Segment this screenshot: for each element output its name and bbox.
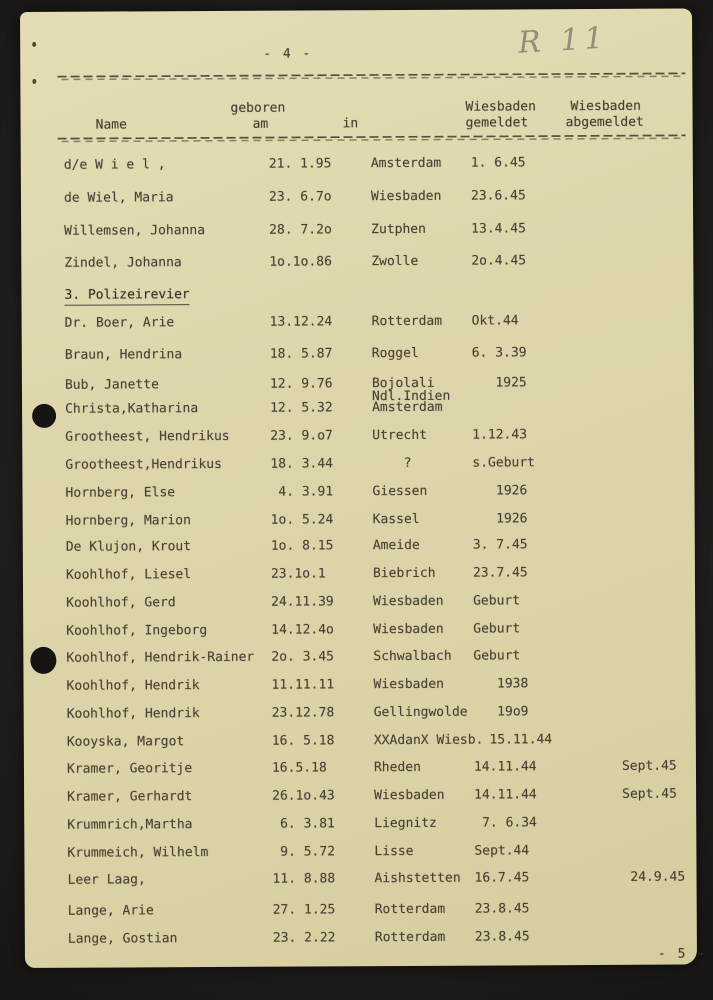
cell-name: Kramer, Gerhardt [67, 789, 193, 805]
table-row [22, 428, 694, 458]
cell-gemeldet: Geburt [473, 593, 521, 609]
cell-in: ? [372, 455, 412, 472]
column-header-born-line1: geboren [230, 100, 286, 116]
cell-abgemeldet: Sept.45 [621, 758, 677, 774]
cell-gemeldet: Geburt [473, 621, 521, 637]
cell-in: Wiesbaden [373, 621, 444, 638]
cell-in: Bojolali Ndl.Indien [371, 375, 451, 404]
cell-in: Schwalbach [373, 648, 452, 665]
table-row [21, 254, 693, 284]
table-row [22, 400, 694, 430]
cell-gemeldet: Okt.44 [471, 313, 519, 329]
cell-in: Lisse [374, 843, 414, 860]
cell-gemeldet: 23.6.45 [470, 188, 526, 204]
column-header-abgemeldet-line1: Wiesbaden [570, 98, 641, 115]
cell-in: Giessen [372, 483, 428, 500]
cell-in: Rotterdam [374, 929, 446, 946]
cell-in: Aishstetten [374, 870, 461, 887]
table-row [22, 456, 694, 486]
cell-name: Kooyska, Margot [66, 734, 185, 750]
cell-gemeldet: 19o9 [473, 704, 529, 720]
cell-born: 23. 6.7o [268, 189, 332, 205]
cell-name: Willemsen, Johanna [64, 223, 206, 239]
cell-in: Ameide [372, 537, 420, 554]
table-row [21, 156, 693, 186]
column-header-gemeldet-line1: Wiesbaden [465, 99, 536, 115]
cell-born: 23. 9.o7 [270, 428, 333, 444]
cell-gemeldet: 15.11.44 [473, 732, 553, 748]
cell-name: Hornberg, Else [65, 485, 176, 501]
cell-born: 16.5.18 [271, 760, 327, 776]
column-header-place: in [342, 116, 359, 132]
cell-in: Amsterdam [370, 155, 442, 172]
table-body [20, 8, 697, 968]
cell-born: 27. 1.25 [272, 902, 336, 918]
cell-abgemeldet: Sept.45 [622, 786, 677, 802]
cell-gemeldet: 16.7.45 [474, 870, 530, 886]
cell-name: de Wiel, Maria [63, 190, 174, 206]
cell-gemeldet: 23.7.45 [472, 565, 528, 581]
paper-sheet [20, 8, 708, 968]
cell-gemeldet: 1926 [472, 483, 528, 499]
cell-gemeldet: 1926 [472, 511, 528, 527]
cell-in: Biebrich [372, 565, 436, 582]
cell-born: 2o. 3.45 [271, 649, 335, 665]
cell-in: Wiesbaden [373, 676, 445, 693]
cell-name: Dr. Boer, Arie [64, 315, 175, 331]
cell-name: Krummrich,Martha [67, 817, 193, 833]
table-row [23, 622, 695, 652]
cell-in: Zutphen [371, 221, 426, 238]
table-row [22, 484, 694, 514]
table-row [25, 871, 697, 901]
table-row [24, 705, 696, 735]
handwritten-mark: R 11 [517, 20, 610, 61]
cell-in: Wiesbaden [374, 787, 445, 804]
cell-in: Rheden [373, 759, 421, 776]
cell-name: d/e W i e l , [63, 157, 166, 173]
cell-born: 18. 5.87 [269, 346, 333, 362]
cell-name: Koohlhof, Hendrik [66, 678, 200, 694]
cell-born: 6. 3.81 [272, 816, 335, 832]
cell-born: 23. 2.22 [272, 930, 336, 946]
cell-gemeldet: 1925 [471, 375, 527, 391]
cell-born: 24.11.39 [271, 594, 334, 610]
cell-name: Kramer, Georitje [66, 761, 193, 777]
table-row [24, 844, 696, 874]
cell-name: Grootheest, Hendrikus [65, 428, 230, 445]
cell-abgemeldet: 24.9.45 [622, 869, 686, 885]
cell-in: Roggel [371, 345, 419, 362]
cell-name: Koohlhof, Gerd [66, 595, 176, 611]
cell-in: Amsterdam [372, 399, 443, 416]
cell-name: Lange, Arie [67, 903, 154, 919]
column-header-abgemeldet-line2: abgemeldet [565, 114, 644, 131]
cell-gemeldet: 14.11.44 [474, 787, 537, 803]
table-row [23, 512, 695, 542]
cell-name: Koohlhof, Ingeborg [66, 623, 208, 639]
cell-name: Koohlhof, Hendrik-Rainer [66, 649, 255, 666]
table-row [24, 677, 696, 707]
cell-born: 12. 9.76 [269, 376, 333, 392]
table-row [21, 189, 693, 219]
page-number-top: - 4 - [263, 46, 313, 62]
cell-in: Zwolle [371, 253, 419, 270]
cell-name: Koohlhof, Liesel [65, 567, 192, 583]
cell-name: Braun, Hendrina [64, 347, 183, 363]
cell-born: 18. 3.44 [270, 456, 334, 472]
table-row [23, 566, 695, 596]
cell-in: XXAdanX Wiesb. [373, 732, 484, 749]
page-number-bottom: - 5 - [657, 946, 708, 962]
cell-born: 28. 7.2o [269, 222, 332, 238]
cell-in: Rotterdam [374, 901, 446, 918]
cell-gemeldet: 23.8.45 [474, 901, 530, 917]
cell-gemeldet: 7. 6.34 [474, 815, 537, 831]
cell-born: 11. 8.88 [272, 871, 336, 887]
cell-gemeldet: 1938 [473, 676, 529, 692]
cell-in: Utrecht [372, 427, 428, 444]
cell-born: 21. 1.95 [268, 156, 332, 172]
table-row [24, 760, 696, 790]
cell-born: 16. 5.18 [271, 733, 335, 749]
column-header-gemeldet-line2: gemeldet [465, 115, 529, 131]
table-row [24, 816, 696, 846]
table-row [23, 649, 695, 679]
table-row [25, 930, 697, 960]
column-header-born-line2: am [252, 116, 269, 132]
cell-gemeldet: s.Geburt [472, 455, 536, 471]
table-row [25, 902, 697, 932]
cell-name: Krummeich, Wilhelm [67, 845, 209, 861]
cell-in: Liegnitz [374, 815, 437, 832]
cell-born: 1o.1o.86 [269, 254, 332, 270]
table-row [24, 788, 696, 818]
cell-gemeldet: 13.4.45 [471, 221, 526, 237]
cell-in: Wiesbaden [370, 188, 442, 205]
cell-born: 13.12.24 [269, 314, 333, 330]
cell-name: De Klujon, Krout [65, 539, 192, 555]
cell-name: Lange, Gostian [67, 931, 178, 947]
cell-in: Gellingwolde [373, 704, 468, 721]
table-row [23, 538, 695, 568]
cell-in: Kassel [372, 511, 420, 528]
cell-name: Bub, Janette [64, 377, 159, 393]
cell-gemeldet: 2o.4.45 [471, 253, 527, 269]
cell-born: 1o. 8.15 [270, 538, 334, 554]
cell-born: 23.12.78 [271, 705, 335, 721]
cell-name: Christa,Katharina [65, 401, 199, 417]
cell-gemeldet: 14.11.44 [473, 759, 537, 775]
cell-born: 14.12.4o [271, 622, 334, 638]
cell-name: Leer Laag, [67, 872, 146, 888]
table-row [23, 594, 695, 624]
section-heading [21, 284, 693, 314]
section-label: 3. Polizeirevier [64, 287, 189, 306]
table-row [24, 733, 696, 763]
cell-name: Koohlhof, Hendrik [66, 706, 200, 722]
cell-gemeldet: 3. 7.45 [472, 537, 528, 553]
cell-gemeldet: Sept.44 [474, 843, 530, 859]
cell-name: Hornberg, Marion [65, 513, 191, 529]
cell-in: Rotterdam [371, 313, 443, 330]
cell-gemeldet: 6. 3.39 [471, 345, 527, 361]
cell-gemeldet: Geburt [473, 648, 521, 664]
cell-name: Zindel, Johanna [64, 255, 182, 271]
cell-born: 9. 5.72 [272, 844, 336, 860]
cell-gemeldet: 23.8.45 [474, 929, 530, 945]
cell-born: 12. 5.32 [270, 400, 333, 416]
cell-gemeldet: 1. 6.45 [470, 155, 526, 171]
cell-name: Grootheest,Hendrikus [65, 456, 222, 473]
table-row [22, 346, 694, 376]
cell-born: 4. 3.91 [270, 484, 334, 500]
table-row [21, 222, 693, 252]
cell-in: Wiesbaden [373, 593, 444, 610]
table-row [22, 314, 694, 344]
cell-born: 11.11.11 [271, 677, 335, 693]
cell-gemeldet: 1.12.43 [472, 427, 528, 443]
cell-born: 26.1o.43 [272, 788, 335, 804]
column-header-name: Name [95, 117, 127, 133]
cell-born: 23.1o.1 [270, 566, 326, 582]
cell-born: 1o. 5.24 [270, 512, 334, 528]
